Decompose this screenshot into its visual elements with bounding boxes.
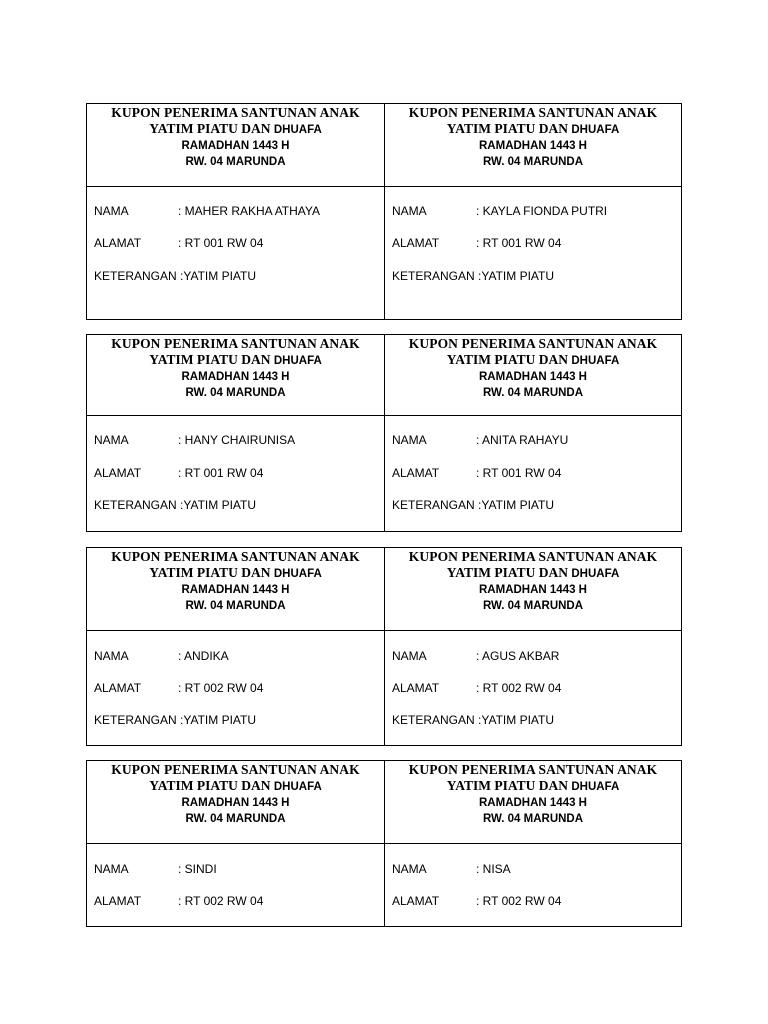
coupon-title-line2 bbox=[385, 121, 681, 138]
coupon-area: RW. 04 MARUNDA bbox=[185, 156, 286, 168]
coupon-title-line1: KUPON PENERIMA SANTUNAN ANAK bbox=[111, 549, 360, 564]
coupon-body-row bbox=[87, 844, 681, 926]
field-keterangan bbox=[94, 497, 256, 513]
field-keterangan-label: KETERANGAN : bbox=[94, 498, 184, 512]
coupon-title-line2 bbox=[385, 565, 681, 582]
coupon-body-row bbox=[87, 187, 681, 319]
coupon-title-line2-main: YATIM PIATU DAN bbox=[446, 352, 568, 367]
field-nama-label: NAMA bbox=[94, 649, 129, 663]
coupon-title-line1: KUPON PENERIMA SANTUNAN ANAK bbox=[111, 336, 360, 351]
field-keterangan-value: YATIM PIATU bbox=[481, 269, 555, 283]
field-nama-label: NAMA bbox=[392, 433, 427, 447]
field-nama-value: : NISA bbox=[476, 862, 511, 876]
field-keterangan bbox=[392, 712, 554, 728]
coupon-title-line2-small: DHUAFA bbox=[273, 124, 322, 136]
field-keterangan-value: YATIM PIATU bbox=[183, 498, 257, 512]
field-keterangan bbox=[392, 497, 554, 513]
coupon-area: RW. 04 MARUNDA bbox=[482, 156, 584, 168]
field-keterangan-label: KETERANGAN : bbox=[392, 713, 482, 727]
coupon-header bbox=[384, 548, 681, 630]
field-nama bbox=[392, 432, 568, 448]
field-keterangan-value: YATIM PIATU bbox=[481, 713, 555, 727]
coupon-area: RW. 04 MARUNDA bbox=[185, 600, 286, 612]
field-alamat-label: ALAMAT bbox=[94, 236, 142, 250]
coupon-title-line1: KUPON PENERIMA SANTUNAN ANAK bbox=[408, 105, 658, 120]
field-alamat-label: ALAMAT bbox=[94, 681, 142, 695]
coupon-header bbox=[87, 761, 384, 843]
coupon-body-row bbox=[87, 631, 681, 745]
coupon-header-row bbox=[87, 548, 681, 631]
coupon-title-line2-main: YATIM PIATU DAN bbox=[446, 778, 568, 793]
coupon-period: RAMADHAN 1443 H bbox=[479, 371, 587, 383]
coupon-title-line2 bbox=[87, 565, 384, 582]
coupon-title-line2-small: DHUAFA bbox=[571, 355, 620, 367]
coupon-details bbox=[384, 187, 681, 319]
coupon-details bbox=[87, 844, 384, 926]
coupon-period: RAMADHAN 1443 H bbox=[181, 371, 290, 383]
coupon-table bbox=[86, 547, 682, 746]
coupon-title-line2-small: DHUAFA bbox=[273, 781, 322, 793]
field-nama bbox=[94, 203, 320, 219]
coupon-details bbox=[384, 416, 681, 531]
coupon-title-line2 bbox=[87, 352, 384, 369]
field-alamat-label: ALAMAT bbox=[392, 466, 440, 480]
coupon-title-line2-small: DHUAFA bbox=[571, 781, 620, 793]
field-alamat bbox=[392, 893, 561, 909]
coupon-title-line1: KUPON PENERIMA SANTUNAN ANAK bbox=[111, 762, 360, 777]
field-alamat bbox=[392, 680, 561, 696]
field-alamat-label: ALAMAT bbox=[94, 894, 142, 908]
coupon-period: RAMADHAN 1443 H bbox=[181, 797, 290, 809]
coupon-title-line2-main: YATIM PIATU DAN bbox=[149, 352, 271, 367]
field-nama-value: : AGUS AKBAR bbox=[476, 649, 560, 663]
coupon-title-line2-main: YATIM PIATU DAN bbox=[446, 565, 568, 580]
field-nama-label: NAMA bbox=[94, 433, 129, 447]
field-keterangan-label: KETERANGAN : bbox=[392, 269, 482, 283]
field-alamat bbox=[392, 235, 561, 251]
field-keterangan-value: YATIM PIATU bbox=[183, 269, 257, 283]
field-alamat-label: ALAMAT bbox=[392, 894, 440, 908]
coupon-title-line2-small: DHUAFA bbox=[273, 568, 322, 580]
coupon-title-line2 bbox=[87, 121, 384, 138]
field-keterangan bbox=[94, 712, 256, 728]
coupon-header bbox=[87, 335, 384, 415]
coupon-period: RAMADHAN 1443 H bbox=[479, 584, 587, 596]
coupon-title-line2 bbox=[385, 778, 681, 795]
coupon-header bbox=[384, 761, 681, 843]
coupon-header bbox=[87, 104, 384, 186]
coupon-header-row bbox=[87, 761, 681, 844]
field-nama-value: : HANY CHAIRUNISA bbox=[178, 433, 296, 447]
field-nama bbox=[94, 861, 217, 877]
coupon-header bbox=[384, 335, 681, 415]
coupon-area: RW. 04 MARUNDA bbox=[482, 813, 584, 825]
coupon-table bbox=[86, 334, 682, 532]
field-alamat bbox=[94, 235, 263, 251]
coupon-title-line2 bbox=[385, 352, 681, 369]
coupon-title-line2-main: YATIM PIATU DAN bbox=[149, 121, 271, 136]
field-keterangan-label: KETERANGAN : bbox=[94, 713, 184, 727]
field-keterangan bbox=[392, 268, 554, 284]
coupon-title-line2-small: DHUAFA bbox=[273, 355, 322, 367]
field-nama bbox=[94, 432, 295, 448]
coupon-details bbox=[87, 631, 384, 745]
field-alamat bbox=[94, 680, 263, 696]
field-alamat-value: : RT 002 RW 04 bbox=[476, 894, 562, 908]
field-alamat bbox=[94, 893, 263, 909]
field-nama bbox=[392, 203, 607, 219]
coupon-title-line2-small: DHUAFA bbox=[571, 124, 620, 136]
coupon-details bbox=[384, 631, 681, 745]
field-keterangan bbox=[94, 268, 256, 284]
field-alamat-label: ALAMAT bbox=[94, 466, 142, 480]
field-alamat-value: : RT 001 RW 04 bbox=[476, 236, 562, 250]
coupon-period: RAMADHAN 1443 H bbox=[479, 797, 587, 809]
coupon-title-line2-main: YATIM PIATU DAN bbox=[446, 121, 568, 136]
field-keterangan-value: YATIM PIATU bbox=[183, 713, 257, 727]
coupon-title-line2-main: YATIM PIATU DAN bbox=[149, 778, 271, 793]
field-nama bbox=[392, 861, 511, 877]
field-keterangan-label: KETERANGAN : bbox=[94, 269, 184, 283]
field-alamat bbox=[392, 465, 561, 481]
coupon-area: RW. 04 MARUNDA bbox=[185, 387, 286, 399]
coupon-title-line2-main: YATIM PIATU DAN bbox=[149, 565, 271, 580]
coupon-title-line2 bbox=[87, 778, 384, 795]
coupon-table bbox=[86, 760, 682, 927]
coupon-period: RAMADHAN 1443 H bbox=[479, 140, 587, 152]
coupon-header-row bbox=[87, 335, 681, 416]
field-alamat-label: ALAMAT bbox=[392, 681, 440, 695]
coupon-title-line1: KUPON PENERIMA SANTUNAN ANAK bbox=[111, 105, 360, 120]
field-alamat-value: : RT 001 RW 04 bbox=[178, 236, 264, 250]
coupon-details bbox=[384, 844, 681, 926]
field-nama-label: NAMA bbox=[94, 862, 129, 876]
field-nama bbox=[392, 648, 559, 664]
coupon-period: RAMADHAN 1443 H bbox=[181, 140, 290, 152]
coupon-table bbox=[86, 103, 682, 320]
coupon-title-line1: KUPON PENERIMA SANTUNAN ANAK bbox=[408, 762, 658, 777]
coupon-title-line2-small: DHUAFA bbox=[571, 568, 620, 580]
coupon-title-line1: KUPON PENERIMA SANTUNAN ANAK bbox=[408, 549, 658, 564]
coupon-area: RW. 04 MARUNDA bbox=[482, 600, 584, 612]
field-alamat-value: : RT 002 RW 04 bbox=[476, 681, 562, 695]
coupon-period: RAMADHAN 1443 H bbox=[181, 584, 290, 596]
field-nama-value: : KAYLA FIONDA PUTRI bbox=[476, 204, 608, 218]
coupon-details bbox=[87, 416, 384, 531]
field-nama-label: NAMA bbox=[94, 204, 129, 218]
coupon-header bbox=[87, 548, 384, 630]
field-keterangan-label: KETERANGAN : bbox=[392, 498, 482, 512]
field-nama-value: : SINDI bbox=[178, 862, 217, 876]
field-alamat-value: : RT 001 RW 04 bbox=[476, 466, 562, 480]
field-alamat-label: ALAMAT bbox=[392, 236, 440, 250]
field-nama-value: : ANDIKA bbox=[178, 649, 229, 663]
field-alamat bbox=[94, 465, 263, 481]
coupon-header-row bbox=[87, 104, 681, 187]
field-alamat-value: : RT 001 RW 04 bbox=[178, 466, 264, 480]
field-nama-label: NAMA bbox=[392, 649, 427, 663]
coupon-area: RW. 04 MARUNDA bbox=[185, 813, 286, 825]
field-alamat-value: : RT 002 RW 04 bbox=[178, 894, 264, 908]
field-nama-label: NAMA bbox=[392, 204, 427, 218]
coupon-area: RW. 04 MARUNDA bbox=[482, 387, 584, 399]
field-nama-value: : ANITA RAHAYU bbox=[476, 433, 569, 447]
field-alamat-value: : RT 002 RW 04 bbox=[178, 681, 264, 695]
coupon-header bbox=[384, 104, 681, 186]
field-keterangan-value: YATIM PIATU bbox=[481, 498, 555, 512]
coupon-details bbox=[87, 187, 384, 319]
field-nama-label: NAMA bbox=[392, 862, 427, 876]
coupon-title-line1: KUPON PENERIMA SANTUNAN ANAK bbox=[408, 336, 658, 351]
field-nama-value: : MAHER RAKHA ATHAYA bbox=[178, 204, 321, 218]
coupon-body-row bbox=[87, 416, 681, 531]
field-nama bbox=[94, 648, 229, 664]
